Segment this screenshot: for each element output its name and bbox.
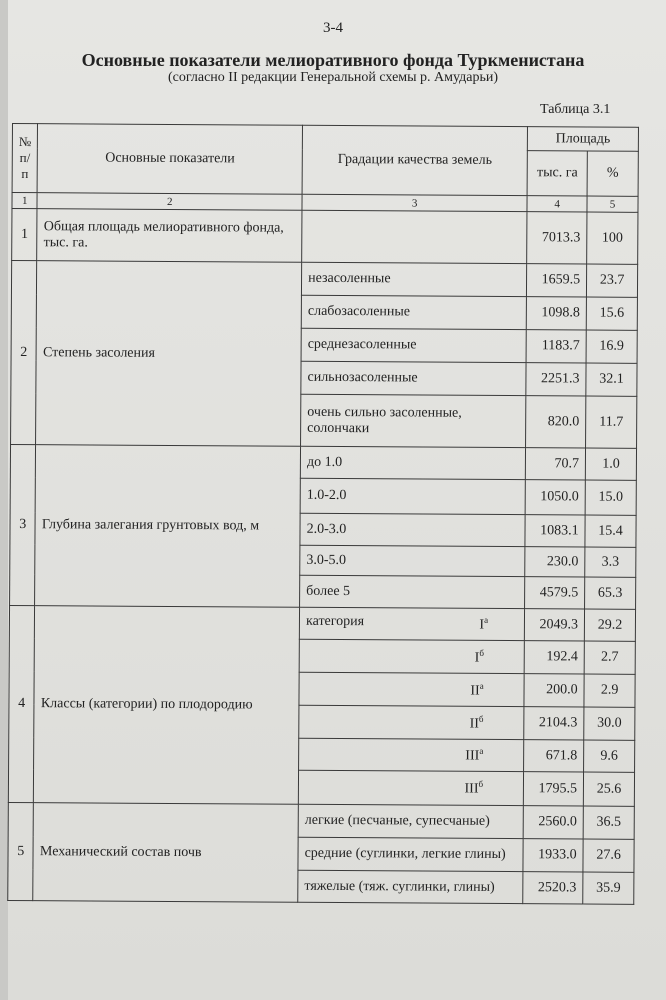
- row-number: 4: [8, 605, 35, 802]
- colnum-1: 1: [12, 193, 38, 209]
- indicator-label: Механический состав почв: [33, 803, 298, 903]
- category-class: $III^а$: [299, 738, 524, 771]
- percent-value: 29.2: [584, 609, 635, 641]
- percent-value: 65.3: [585, 577, 636, 609]
- colnum-5: 5: [587, 196, 638, 212]
- table-label: Таблица 3.1: [540, 102, 611, 117]
- gradation: среднезасоленные: [301, 328, 526, 362]
- indicator-label: Степень засоления: [36, 261, 302, 447]
- area-value: 2049.3: [525, 609, 585, 641]
- area-value: 820.0: [526, 396, 586, 448]
- percent-value: 9.6: [584, 740, 635, 772]
- percent-value: 100: [587, 212, 638, 264]
- area-value: 70.7: [526, 448, 586, 480]
- gradation: 2.0-3.0: [300, 513, 525, 546]
- page-number: 3-4: [323, 20, 343, 36]
- gradation: слабозасоленные: [301, 295, 526, 329]
- gradation: незасоленные: [302, 262, 527, 296]
- percent-value: 35.9: [583, 872, 634, 904]
- area-value: 671.8: [524, 740, 584, 772]
- page-subtitle: (согласно II редакции Генеральной схемы р. Амударьи): [167, 70, 499, 85]
- header-no: № п/п: [12, 124, 38, 193]
- indicator-label: Общая площадь мелиоративного фонда, тыс. га.: [37, 209, 302, 263]
- percent-value: 15.6: [586, 297, 637, 330]
- area-value: 2251.3: [526, 363, 586, 396]
- indicators-table: [7, 123, 639, 905]
- area-value: 1933.0: [523, 839, 583, 872]
- row-number: 1: [12, 209, 38, 261]
- gradation: легкие (песчаные, супесчаные): [298, 804, 523, 838]
- category-class: $I^а$: [479, 615, 489, 633]
- area-value: 230.0: [525, 547, 585, 577]
- header-area: Площадь: [528, 127, 639, 152]
- area-value: 2560.0: [523, 806, 583, 839]
- area-value: 1083.1: [525, 515, 585, 547]
- percent-value: 15.4: [585, 515, 636, 547]
- colnum-3: 3: [302, 194, 527, 211]
- gradation: сильнозасоленные: [301, 361, 526, 395]
- percent-value: 23.7: [587, 264, 638, 297]
- gradation: тяжелые (тяж. суглинки, глины): [298, 870, 523, 903]
- area-value: 7013.3: [527, 212, 587, 264]
- percent-value: 3.3: [585, 547, 636, 577]
- gradation: очень сильно засоленные, солончаки: [301, 394, 526, 447]
- area-value: 2104.3: [524, 707, 584, 740]
- percent-value: 25.6: [583, 772, 634, 806]
- area-value: 4579.5: [525, 577, 585, 609]
- percent-value: 30.0: [584, 707, 635, 740]
- category-class: $III^б$: [298, 770, 523, 805]
- header-thous-ha: тыс. га: [527, 151, 587, 196]
- gradation: 3.0-5.0: [300, 545, 525, 576]
- area-value: 1183.7: [526, 330, 586, 363]
- percent-value: 32.1: [586, 363, 637, 396]
- percent-value: 36.5: [583, 806, 634, 839]
- category-class: $I^б$: [299, 639, 524, 673]
- colnum-2: 2: [37, 193, 302, 211]
- indicator-label: Классы (категории) по плодородию: [34, 606, 300, 805]
- page-title: Основные показатели мелиоративного фонда Туркменистана: [81, 50, 585, 70]
- area-value: 200.0: [524, 674, 584, 707]
- gradation: 1.0-2.0: [300, 478, 525, 514]
- area-value: 192.4: [524, 641, 584, 674]
- gradation-empty: [302, 210, 527, 263]
- gradation: более 5: [300, 575, 525, 608]
- area-value: 1659.5: [527, 264, 587, 297]
- header-percent: %: [587, 151, 638, 196]
- gradation: [299, 607, 524, 640]
- indicator-label: Глубина залегания грунтовых вод, м: [35, 445, 301, 608]
- row-number: 3: [10, 444, 36, 605]
- gradation: средние (суглинки, легкие глины): [298, 837, 523, 871]
- area-value: 1098.8: [526, 297, 586, 330]
- category-class: $II^а$: [299, 672, 524, 706]
- row-number: 2: [11, 261, 38, 445]
- category-word: категория: [305, 613, 365, 630]
- percent-value: 15.0: [585, 480, 636, 515]
- category-class: $II^б$: [299, 705, 524, 739]
- header-gradations: Градации качества земель: [302, 125, 528, 195]
- gradation: до 1.0: [300, 446, 525, 479]
- area-value: 2520.3: [523, 872, 583, 904]
- colnum-4: 4: [527, 196, 587, 212]
- percent-value: 2.7: [584, 641, 635, 674]
- area-value: 1795.5: [524, 772, 584, 806]
- area-value: 1050.0: [525, 480, 585, 515]
- row-number: 5: [8, 802, 34, 900]
- percent-value: 1.0: [585, 448, 636, 480]
- percent-value: 16.9: [586, 330, 637, 363]
- percent-value: 2.9: [584, 674, 635, 707]
- header-indicators: Основные показатели: [37, 124, 302, 195]
- percent-value: 27.6: [583, 839, 634, 872]
- percent-value: 11.7: [586, 396, 637, 448]
